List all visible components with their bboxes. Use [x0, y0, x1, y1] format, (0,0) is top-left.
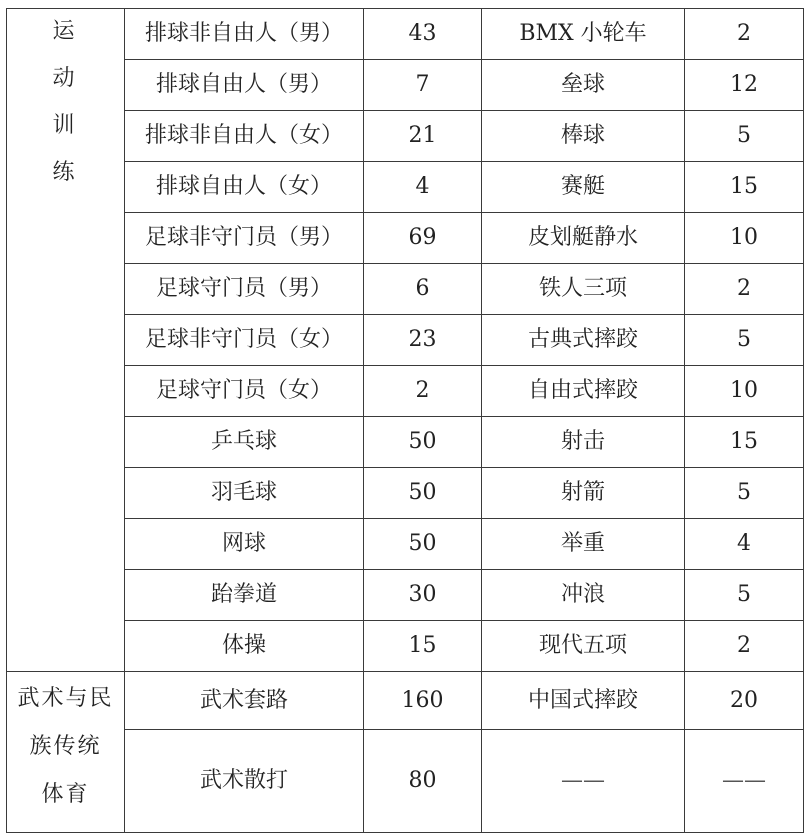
sport-item: 排球自由人（女）	[125, 162, 364, 213]
sport-item: 皮划艇静水	[482, 213, 685, 264]
table-row	[7, 570, 804, 621]
sports-quota-table	[6, 8, 804, 833]
sport-item: 网球	[125, 519, 364, 570]
quota-count: 4	[364, 162, 482, 213]
quota-count: 5	[685, 111, 804, 162]
table-row	[7, 519, 804, 570]
quota-count: 10	[685, 213, 804, 264]
quota-count: 50	[364, 417, 482, 468]
category-cell-sports-training	[7, 9, 125, 672]
quota-count: 7	[364, 60, 482, 111]
table-row	[7, 60, 804, 111]
quota-count: 50	[364, 519, 482, 570]
sport-item: 铁人三项	[482, 264, 685, 315]
quota-count: 69	[364, 213, 482, 264]
sport-item: 排球非自由人（女）	[125, 111, 364, 162]
quota-count: 10	[685, 366, 804, 417]
quota-count: 50	[364, 468, 482, 519]
table-row	[7, 9, 804, 60]
category-label-line: 族传统	[29, 734, 102, 759]
sport-item: 足球守门员（男）	[125, 264, 364, 315]
quota-count: 2	[685, 621, 804, 672]
quota-count: 160	[364, 672, 482, 730]
quota-count: 30	[364, 570, 482, 621]
empty-dash: ——	[482, 730, 685, 833]
quota-count: 2	[364, 366, 482, 417]
table-row	[7, 468, 804, 519]
sport-item: 举重	[482, 519, 685, 570]
sport-item: 古典式摔跤	[482, 315, 685, 366]
sport-item: 乒乓球	[125, 417, 364, 468]
sport-item: 足球非守门员（女）	[125, 315, 364, 366]
category-label-char: 运	[52, 19, 75, 44]
table-row	[7, 621, 804, 672]
quota-count: 43	[364, 9, 482, 60]
table-row	[7, 730, 804, 833]
sport-item: 跆拳道	[125, 570, 364, 621]
table-row	[7, 162, 804, 213]
quota-count: 80	[364, 730, 482, 833]
sport-item: 赛艇	[482, 162, 685, 213]
quota-count: 5	[685, 468, 804, 519]
sport-item: 冲浪	[482, 570, 685, 621]
empty-dash: ——	[685, 730, 804, 833]
quota-count: 5	[685, 315, 804, 366]
quota-count: 15	[364, 621, 482, 672]
category-label-char: 动	[52, 66, 75, 91]
quota-count: 21	[364, 111, 482, 162]
table-row	[7, 315, 804, 366]
quota-count: 12	[685, 60, 804, 111]
table-row	[7, 264, 804, 315]
sport-item: 垒球	[482, 60, 685, 111]
quota-count: 2	[685, 264, 804, 315]
sport-item: 排球自由人（男）	[125, 60, 364, 111]
quota-count: 5	[685, 570, 804, 621]
sport-item: 现代五项	[482, 621, 685, 672]
sport-item: 足球守门员（女）	[125, 366, 364, 417]
quota-count: 20	[685, 672, 804, 730]
sport-item: 射箭	[482, 468, 685, 519]
table-row	[7, 672, 804, 730]
sport-item: 体操	[125, 621, 364, 672]
sport-item: 羽毛球	[125, 468, 364, 519]
quota-count: 6	[364, 264, 482, 315]
category-label-line: 体育	[41, 782, 90, 807]
category-label-char: 练	[52, 160, 75, 185]
table-row	[7, 417, 804, 468]
sport-item: 自由式摔跤	[482, 366, 685, 417]
category-label-line: 武术与民	[17, 686, 114, 711]
sport-item: 排球非自由人（男）	[125, 9, 364, 60]
table-row	[7, 213, 804, 264]
sport-item: 中国式摔跤	[482, 672, 685, 730]
sport-item: 足球非守门员（男）	[125, 213, 364, 264]
sport-item: 棒球	[482, 111, 685, 162]
category-cell-wushu-traditional	[7, 672, 125, 833]
sport-item: 武术散打	[125, 730, 364, 833]
quota-count: 2	[685, 9, 804, 60]
sport-item: BMX 小轮车	[482, 9, 685, 60]
sport-item: 射击	[482, 417, 685, 468]
quota-count: 15	[685, 417, 804, 468]
table-row	[7, 366, 804, 417]
sport-item: 武术套路	[125, 672, 364, 730]
quota-count: 4	[685, 519, 804, 570]
quota-count: 15	[685, 162, 804, 213]
category-label-char: 训	[52, 113, 75, 138]
table-row	[7, 111, 804, 162]
quota-count: 23	[364, 315, 482, 366]
